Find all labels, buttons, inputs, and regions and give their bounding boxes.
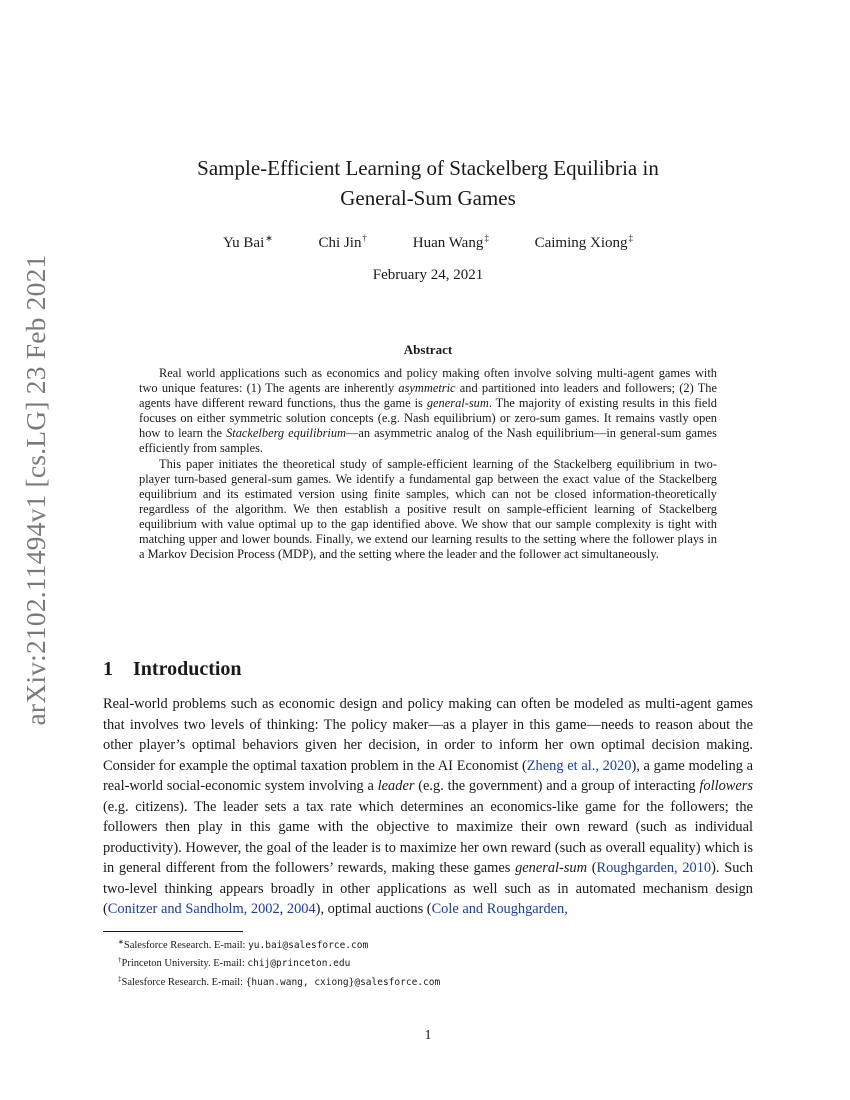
abstract-emphasis: general-sum xyxy=(426,396,489,411)
section-title: Introduction xyxy=(133,658,242,680)
page-number: 1 xyxy=(424,1028,432,1043)
footnote-mark: ∗ xyxy=(118,938,124,946)
footnote xyxy=(118,935,748,953)
footnote xyxy=(118,972,748,990)
citation-link[interactable]: Cole and Roughgarden, xyxy=(431,901,568,917)
footnote-email[interactable]: chij@princeton.edu xyxy=(247,958,351,970)
author-mark: ‡ xyxy=(484,233,489,243)
intro-text: ). Such two-level thinking appears broadly in other applications as well such as in automated mechanism design ( xyxy=(103,860,753,917)
section-heading xyxy=(103,658,242,681)
footnote xyxy=(118,953,748,971)
footnote-mark: ‡ xyxy=(118,974,122,983)
footnote-mark: † xyxy=(118,956,122,965)
author-mark: ‡ xyxy=(628,233,633,243)
footnotes xyxy=(118,935,748,990)
paper-date: February 24, 2021 xyxy=(372,267,484,283)
intro-text: (e.g. the government) and a group of interacting xyxy=(414,778,700,794)
author xyxy=(413,233,489,252)
author-name: Chi Jin xyxy=(318,235,362,251)
title-line-2: General-Sum Games xyxy=(340,186,516,210)
footnote-text: Salesforce Research. E-mail: xyxy=(123,940,249,951)
abstract-emphasis: Stackelberg equilibrium xyxy=(226,426,346,441)
abstract-text: . The majority of existing results in this field focuses on either symmetric solution concepts (e.g. Nash equilibrium) or zero-sum games. It remains vastly open how to learn the xyxy=(139,396,717,441)
intro-text: ), a game modeling a real-world social-economic system involving a xyxy=(103,757,753,794)
intro-emphasis: followers xyxy=(699,778,753,794)
intro-paragraph xyxy=(103,694,753,920)
footnote-divider xyxy=(103,931,243,932)
footnote-text: Princeton University. E-mail: xyxy=(121,958,248,970)
abstract-body xyxy=(139,366,717,562)
footnote-email[interactable]: {huan.wang, cxiong}@salesforce.com xyxy=(245,976,441,988)
citation-link[interactable]: 2004 xyxy=(286,901,316,917)
footnote-email[interactable]: yu.bai@salesforce.com xyxy=(248,940,369,951)
intro-emphasis: leader xyxy=(377,778,415,794)
intro-text: Real-world problems such as economic design and policy making can often be modeled as multi-agent games that involves two levels of thinking: The policy maker—as a player in this game—needs to reason about the other player’s optimal behaviors given her decision, in order to inform her own optimal decision making. Consider for example the optimal taxation problem in the AI Economist ( xyxy=(103,696,753,774)
abstract-text: and partitioned into leaders and followers; (2) The agents have different reward functions, thus the game is xyxy=(139,381,718,411)
author xyxy=(223,233,273,252)
title-line-1: Sample-Efficient Learning of Stackelberg Equilibria in xyxy=(197,156,659,180)
intro-text: ), optimal auctions ( xyxy=(315,901,432,917)
author-name: Caiming Xiong xyxy=(534,235,628,251)
author-mark: ∗ xyxy=(265,233,273,243)
author xyxy=(535,233,633,252)
author-mark: † xyxy=(362,233,367,243)
arxiv-identifier: arXiv:2102.11494v1 [cs.LG] 23 Feb 2021 xyxy=(20,254,51,726)
citation-link[interactable]: Roughgarden, 2010 xyxy=(596,860,712,876)
author-list xyxy=(103,233,753,252)
abstract-text: —an asymmetric analog of the Nash equilibrium—in general-sum games efficiently from samples. xyxy=(139,426,717,456)
intro-emphasis: general-sum xyxy=(515,860,588,876)
intro-text: (e.g. citizens). The leader sets a tax rate which determines an economics-like game for the followers; the followers then play in this game with the objective to maximize their own reward (such as individual productivity). However, the goal of the leader is to maximize her own reward (such as overall equality) which is in general different from the followers’ rewards, making these games xyxy=(103,798,753,876)
abstract-paragraph xyxy=(139,366,717,457)
abstract-paragraph: This paper initiates the theoretical study of sample-efficient learning of the Stackelberg equilibrium in two-player turn-based general-sum games. We identify a fundamental gap between the exact value of the Stackelberg equilibrium and its estimated version using finite samples, which can not be closed information-theoretically regardless of the algorithm. We then establish a positive result on sample-efficient learning of Stackelberg equilibrium with value optimal up to the gap identified above. We show that our sample complexity is tight with matching upper and lower bounds. Finally, we extend our learning results to the setting where the follower plays in a Markov Decision Process (MDP), and the setting where the leader and the follower act simultaneously. xyxy=(139,456,717,562)
footnote-text: Salesforce Research. E-mail: xyxy=(121,976,246,988)
author-name: Yu Bai xyxy=(223,235,265,251)
introduction-body xyxy=(103,694,753,920)
abstract-emphasis: asymmetric xyxy=(398,381,456,396)
citation-link[interactable]: Conitzer and Sandholm, 2002 xyxy=(107,901,280,917)
section-number: 1 xyxy=(103,658,113,680)
citation-link[interactable]: Zheng et al., 2020 xyxy=(526,757,632,774)
abstract-heading: Abstract xyxy=(403,342,453,357)
abstract-text: Real world applications such as economics and policy making often involve solving multi-agent games with two unique features: (1) The agents are inherently xyxy=(139,366,717,396)
author-name: Huan Wang xyxy=(412,235,484,251)
author xyxy=(319,233,367,252)
arxiv-sidebar xyxy=(0,0,80,1100)
intro-text: ( xyxy=(587,860,597,876)
intro-text: , xyxy=(279,901,287,917)
paper-title xyxy=(103,153,753,213)
